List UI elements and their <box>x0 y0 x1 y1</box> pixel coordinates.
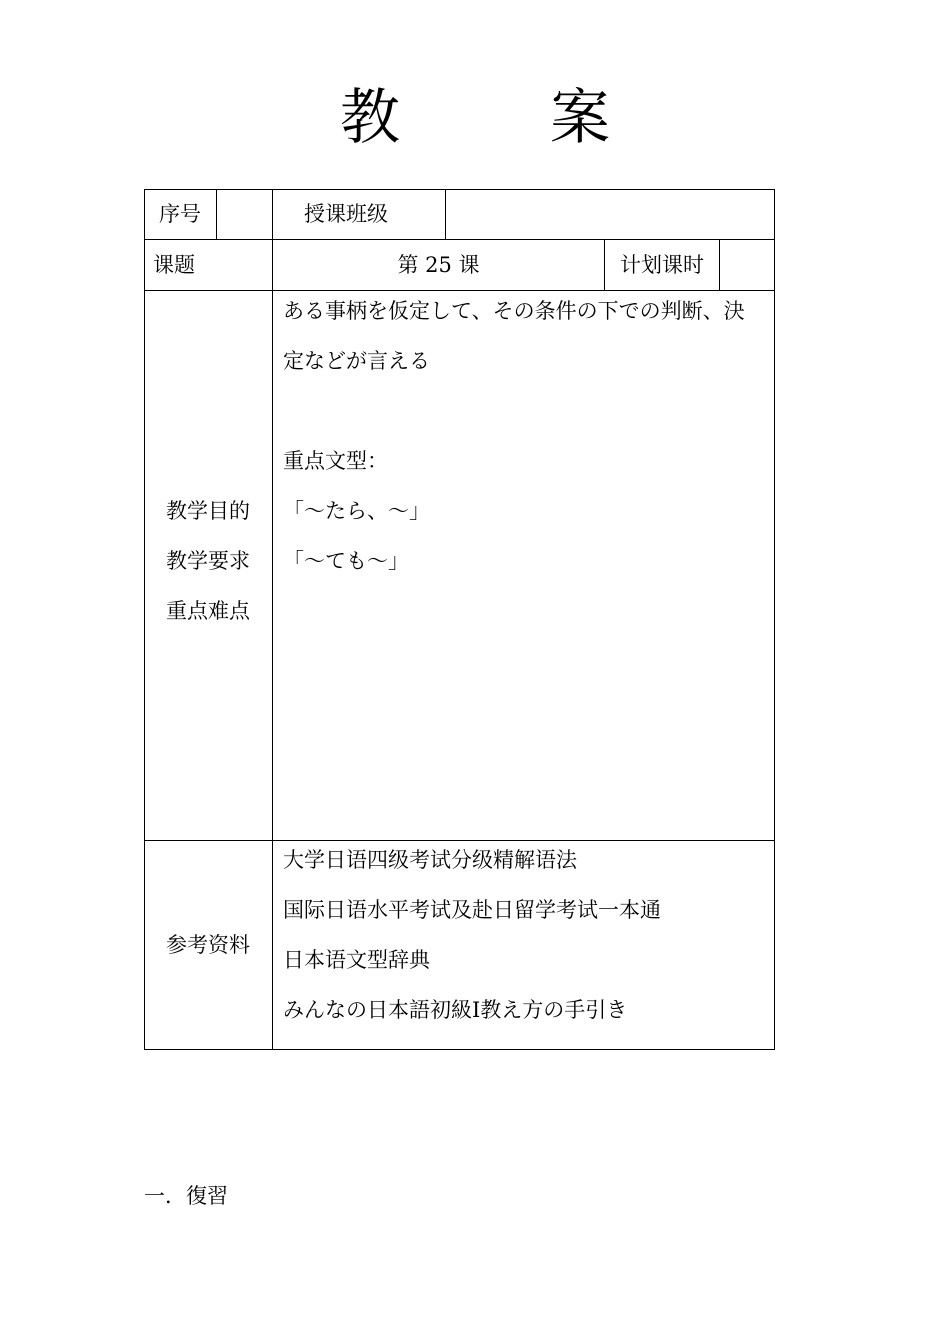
objectives-label: 教学目的 <box>166 499 250 523</box>
reference-item: 国际日语水平考试及赴日留学考试一本通 <box>283 898 661 922</box>
table-border-right <box>774 189 775 1050</box>
class-label: 授课班级 <box>304 202 388 226</box>
key-points-label: 重点难点 <box>166 599 250 623</box>
section-heading: 一．復習 <box>144 1184 228 1208</box>
reference-item: 大学日语四级考试分级精解语法 <box>283 848 577 872</box>
title-char-2: 案 <box>550 83 610 153</box>
table-border-bottom <box>144 1049 775 1050</box>
content-line: ある事柄を仮定して、その条件の下での判断、決 <box>283 299 745 323</box>
class-value <box>446 189 774 239</box>
hours-label: 计划课时 <box>620 252 704 277</box>
reference-item: 日本语文型辞典 <box>283 948 430 972</box>
objectives-content <box>283 286 773 586</box>
serial-label: 序号 <box>159 202 201 226</box>
topic-value: 第 25 课 <box>397 252 480 277</box>
requirements-label: 教学要求 <box>166 549 250 573</box>
references-label: 参考资料 <box>166 932 250 957</box>
content-line: 重点文型： <box>283 449 388 473</box>
topic-label: 课题 <box>153 252 195 277</box>
page-title <box>0 78 950 158</box>
content-line: 「～ても～」 <box>283 549 409 573</box>
lesson-plan-table <box>144 189 775 1050</box>
content-line: 「～たら、～」 <box>283 499 430 523</box>
content-line: 定などが言える <box>283 349 430 373</box>
content-line <box>283 386 773 436</box>
objectives-labels <box>144 486 272 636</box>
reference-item: みんなの日本語初級Ⅰ教え方の手引き <box>283 998 628 1022</box>
serial-value <box>217 189 272 239</box>
hours-value <box>720 239 774 290</box>
references-list <box>283 835 773 1035</box>
table-column-divider <box>272 189 273 1050</box>
title-char-1: 教 <box>340 83 400 153</box>
